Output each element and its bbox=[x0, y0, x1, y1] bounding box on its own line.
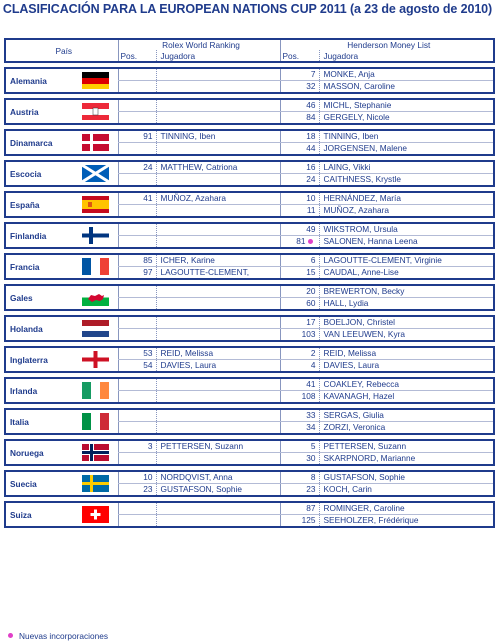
henderson-player: LAING, Vikki bbox=[319, 161, 494, 174]
henderson-position-value: 60 bbox=[306, 298, 316, 308]
wales-flag-icon bbox=[82, 289, 109, 306]
rolex-player: ICHER, Karine bbox=[156, 254, 280, 267]
rolex-player bbox=[156, 391, 280, 404]
henderson-position bbox=[280, 484, 319, 497]
country-name: Austria bbox=[5, 99, 77, 124]
header-row-top bbox=[5, 39, 494, 50]
henderson-player: LAGOUTTE-CLEMENT, Virginie bbox=[319, 254, 494, 267]
henderson-player: BREWERTON, Becky bbox=[319, 285, 494, 298]
rolex-position: 91 bbox=[118, 130, 156, 143]
rolex-player: NORDQVIST, Anna bbox=[156, 471, 280, 484]
henderson-player: MUÑOZ, Azahara bbox=[319, 205, 494, 218]
rolex-position bbox=[118, 68, 156, 81]
flag-cell bbox=[77, 316, 118, 341]
henderson-position-value: 81 bbox=[296, 236, 306, 246]
header-henderson: Henderson Money List bbox=[280, 39, 494, 50]
rolex-position bbox=[118, 391, 156, 404]
henderson-position bbox=[280, 391, 319, 404]
rolex-player bbox=[156, 298, 280, 311]
flag-cell bbox=[77, 347, 118, 372]
henderson-position-value: 15 bbox=[306, 267, 316, 277]
rolex-position bbox=[118, 205, 156, 218]
henderson-position bbox=[280, 347, 319, 360]
header-rolex-pos: Pos. bbox=[118, 50, 156, 62]
henderson-player: DAVIES, Laura bbox=[319, 360, 494, 373]
henderson-position-value: 41 bbox=[306, 379, 316, 389]
rolex-player bbox=[156, 99, 280, 112]
rolex-player: PETTERSEN, Suzann bbox=[156, 440, 280, 453]
header-henderson-pos: Pos. bbox=[280, 50, 319, 62]
henderson-position bbox=[280, 99, 319, 112]
italy-flag-icon bbox=[82, 413, 109, 430]
rolex-position bbox=[118, 329, 156, 342]
henderson-player: GUSTAFSON, Sophie bbox=[319, 471, 494, 484]
player-row bbox=[5, 68, 494, 81]
norway-flag-icon bbox=[82, 444, 109, 461]
henderson-position-value: 7 bbox=[310, 69, 316, 79]
henderson-player: MASSON, Caroline bbox=[319, 81, 494, 94]
header-country: País bbox=[5, 39, 118, 62]
henderson-position-value: 33 bbox=[306, 410, 316, 420]
rolex-player bbox=[156, 515, 280, 528]
player-row bbox=[5, 378, 494, 391]
country-name: Gales bbox=[5, 285, 77, 310]
country-name: Suecia bbox=[5, 471, 77, 496]
country-name: España bbox=[5, 192, 77, 217]
scotland-flag-icon bbox=[82, 165, 109, 182]
henderson-position-value: 4 bbox=[310, 360, 316, 370]
rolex-player bbox=[156, 112, 280, 125]
rolex-position: 24 bbox=[118, 161, 156, 174]
henderson-position bbox=[280, 205, 319, 218]
rolex-player bbox=[156, 205, 280, 218]
flag-cell bbox=[77, 68, 118, 93]
player-row bbox=[5, 347, 494, 360]
henderson-position bbox=[280, 236, 319, 249]
rolex-position bbox=[118, 316, 156, 329]
henderson-player: WIKSTROM, Ursula bbox=[319, 223, 494, 236]
henderson-position-value: 30 bbox=[306, 453, 316, 463]
new-entry-marker-icon bbox=[8, 633, 13, 638]
header-rolex-player: Jugadora bbox=[156, 50, 280, 62]
france-flag-icon bbox=[82, 258, 109, 275]
flag-cell bbox=[77, 130, 118, 155]
henderson-player: SERGAS, Giulia bbox=[319, 409, 494, 422]
henderson-position-value: 49 bbox=[306, 224, 316, 234]
henderson-player: KOCH, Carin bbox=[319, 484, 494, 497]
henderson-position-value: 103 bbox=[301, 329, 316, 339]
country-name: Irlanda bbox=[5, 378, 77, 403]
rolex-player: GUSTAFSON, Sophie bbox=[156, 484, 280, 497]
henderson-position bbox=[280, 81, 319, 94]
flag-cell bbox=[77, 223, 118, 248]
new-entry-marker-icon bbox=[308, 239, 313, 244]
henderson-player: GERGELY, Nicole bbox=[319, 112, 494, 125]
rolex-position: 3 bbox=[118, 440, 156, 453]
henderson-player: COAKLEY, Rebecca bbox=[319, 378, 494, 391]
henderson-position bbox=[280, 502, 319, 515]
denmark-flag-icon bbox=[82, 134, 109, 151]
rolex-position bbox=[118, 515, 156, 528]
flag-cell bbox=[77, 192, 118, 217]
rolex-player bbox=[156, 502, 280, 515]
henderson-position bbox=[280, 143, 319, 156]
henderson-player: REID, Melissa bbox=[319, 347, 494, 360]
henderson-position-value: 108 bbox=[301, 391, 316, 401]
rolex-player bbox=[156, 422, 280, 435]
henderson-position-value: 6 bbox=[310, 255, 316, 265]
flag-cell bbox=[77, 161, 118, 186]
player-row bbox=[5, 440, 494, 453]
henderson-position-value: 2 bbox=[310, 348, 316, 358]
henderson-position-value: 23 bbox=[306, 484, 316, 494]
henderson-player: CAITHNESS, Krystle bbox=[319, 174, 494, 187]
henderson-position-value: 17 bbox=[306, 317, 316, 327]
rolex-player bbox=[156, 378, 280, 391]
henderson-player: SEEHOLZER, Frédérique bbox=[319, 515, 494, 528]
flag-cell bbox=[77, 285, 118, 310]
rolex-position bbox=[118, 143, 156, 156]
henderson-position-value: 10 bbox=[306, 193, 316, 203]
rolex-position: 54 bbox=[118, 360, 156, 373]
header-henderson-player: Jugadora bbox=[319, 50, 494, 62]
flag-cell bbox=[77, 502, 118, 527]
henderson-position bbox=[280, 161, 319, 174]
player-row bbox=[5, 409, 494, 422]
henderson-player: SALONEN, Hanna Leena bbox=[319, 236, 494, 249]
henderson-position bbox=[280, 254, 319, 267]
flag-cell bbox=[77, 99, 118, 124]
rolex-player: MUÑOZ, Azahara bbox=[156, 192, 280, 205]
rolex-position: 97 bbox=[118, 267, 156, 280]
rolex-player bbox=[156, 453, 280, 466]
henderson-position-value: 34 bbox=[306, 422, 316, 432]
player-row bbox=[5, 502, 494, 515]
rolex-player bbox=[156, 143, 280, 156]
henderson-position bbox=[280, 453, 319, 466]
rolex-position bbox=[118, 502, 156, 515]
rolex-player bbox=[156, 223, 280, 236]
henderson-player: HERNÁNDEZ, María bbox=[319, 192, 494, 205]
rolex-position bbox=[118, 409, 156, 422]
rolex-position bbox=[118, 223, 156, 236]
legend bbox=[8, 631, 108, 641]
henderson-position bbox=[280, 329, 319, 342]
player-row bbox=[5, 130, 494, 143]
flag-cell bbox=[77, 440, 118, 465]
rolex-player: DAVIES, Laura bbox=[156, 360, 280, 373]
rolex-player bbox=[156, 267, 280, 280]
henderson-position bbox=[280, 360, 319, 373]
country-name: Inglaterra bbox=[5, 347, 77, 372]
henderson-position-value: 32 bbox=[306, 81, 316, 91]
henderson-position bbox=[280, 298, 319, 311]
henderson-player: TINNING, Iben bbox=[319, 130, 494, 143]
henderson-position-value: 16 bbox=[306, 162, 316, 172]
player-row bbox=[5, 192, 494, 205]
henderson-position-value: 24 bbox=[306, 174, 316, 184]
henderson-position-value: 46 bbox=[306, 100, 316, 110]
country-name: Holanda bbox=[5, 316, 77, 341]
switzerland-flag-icon bbox=[82, 506, 109, 523]
henderson-position bbox=[280, 267, 319, 280]
henderson-player: ROMINGER, Caroline bbox=[319, 502, 494, 515]
henderson-position bbox=[280, 440, 319, 453]
rolex-player: REID, Melissa bbox=[156, 347, 280, 360]
flag-cell bbox=[77, 471, 118, 496]
player-row bbox=[5, 223, 494, 236]
henderson-position-value: 44 bbox=[306, 143, 316, 153]
player-row bbox=[5, 254, 494, 267]
henderson-position-value: 11 bbox=[306, 205, 316, 215]
country-name: Dinamarca bbox=[5, 130, 77, 155]
henderson-player: BOELJON, Christel bbox=[319, 316, 494, 329]
rolex-player bbox=[156, 316, 280, 329]
country-name: Suiza bbox=[5, 502, 77, 527]
rolex-player: TINNING, Iben bbox=[156, 130, 280, 143]
ranking-table bbox=[4, 38, 495, 528]
henderson-position-value: 8 bbox=[310, 472, 316, 482]
legend-text: Nuevas incorporaciones bbox=[19, 631, 109, 641]
henderson-player: KAVANAGH, Hazel bbox=[319, 391, 494, 404]
flag-cell bbox=[77, 254, 118, 279]
ireland-flag-icon bbox=[82, 382, 109, 399]
player-row bbox=[5, 285, 494, 298]
player-row bbox=[5, 99, 494, 112]
henderson-position bbox=[280, 471, 319, 484]
henderson-position-value: 87 bbox=[306, 503, 316, 513]
player-row bbox=[5, 316, 494, 329]
henderson-player: JORGENSEN, Malene bbox=[319, 143, 494, 156]
rolex-position bbox=[118, 378, 156, 391]
rolex-player bbox=[156, 81, 280, 94]
henderson-player: VAN LEEUWEN, Kyra bbox=[319, 329, 494, 342]
rolex-player bbox=[156, 68, 280, 81]
england-flag-icon bbox=[82, 351, 109, 368]
rolex-player bbox=[156, 174, 280, 187]
rolex-position bbox=[118, 112, 156, 125]
henderson-position bbox=[280, 285, 319, 298]
germany-flag-icon bbox=[82, 72, 109, 89]
rolex-position bbox=[118, 81, 156, 94]
country-name: Escocia bbox=[5, 161, 77, 186]
country-name: Alemania bbox=[5, 68, 77, 93]
rolex-player-name: LAGOUTTE-CLEMENT, bbox=[160, 267, 250, 277]
rolex-position: 23 bbox=[118, 484, 156, 497]
spain-flag-icon bbox=[82, 196, 109, 213]
henderson-player: MONKE, Anja bbox=[319, 68, 494, 81]
netherlands-flag-icon bbox=[82, 320, 109, 337]
rolex-position: 41 bbox=[118, 192, 156, 205]
henderson-player: HALL, Lydia bbox=[319, 298, 494, 311]
flag-cell bbox=[77, 378, 118, 403]
country-name: Italia bbox=[5, 409, 77, 434]
henderson-player: SKARPNORD, Marianne bbox=[319, 453, 494, 466]
rolex-position bbox=[118, 298, 156, 311]
henderson-position bbox=[280, 422, 319, 435]
rolex-position bbox=[118, 285, 156, 298]
rolex-position bbox=[118, 453, 156, 466]
henderson-position bbox=[280, 223, 319, 236]
page-title: CLASIFICACIÓN PARA LA EUROPEAN NATIONS CUP 2011 (a 23 de agosto de 2010) bbox=[2, 2, 493, 16]
flag-cell bbox=[77, 409, 118, 434]
henderson-position bbox=[280, 112, 319, 125]
finland-flag-icon bbox=[82, 227, 109, 244]
henderson-position-value: 125 bbox=[301, 515, 316, 525]
henderson-player: CAUDAL, Anne-Lise bbox=[319, 267, 494, 280]
henderson-player: PETTERSEN, Suzann bbox=[319, 440, 494, 453]
henderson-position bbox=[280, 174, 319, 187]
henderson-position bbox=[280, 515, 319, 528]
henderson-position bbox=[280, 316, 319, 329]
henderson-position bbox=[280, 378, 319, 391]
henderson-position bbox=[280, 130, 319, 143]
henderson-position-value: 20 bbox=[306, 286, 316, 296]
player-row bbox=[5, 471, 494, 484]
rolex-player bbox=[156, 329, 280, 342]
henderson-position-value: 18 bbox=[306, 131, 316, 141]
rolex-position bbox=[118, 422, 156, 435]
henderson-position bbox=[280, 409, 319, 422]
country-name: Finlandia bbox=[5, 223, 77, 248]
henderson-position-value: 84 bbox=[306, 112, 316, 122]
sweden-flag-icon bbox=[82, 475, 109, 492]
rolex-player: MATTHEW, Catriona bbox=[156, 161, 280, 174]
player-row bbox=[5, 161, 494, 174]
rolex-position: 85 bbox=[118, 254, 156, 267]
henderson-position bbox=[280, 68, 319, 81]
rolex-position: 10 bbox=[118, 471, 156, 484]
rolex-position bbox=[118, 236, 156, 249]
header-rolex: Rolex World Ranking bbox=[118, 39, 280, 50]
rolex-position: 53 bbox=[118, 347, 156, 360]
henderson-player: MICHL, Stephanie bbox=[319, 99, 494, 112]
rolex-position bbox=[118, 99, 156, 112]
henderson-position bbox=[280, 192, 319, 205]
rolex-player bbox=[156, 409, 280, 422]
rolex-player bbox=[156, 236, 280, 249]
rolex-position bbox=[118, 174, 156, 187]
henderson-position-value: 5 bbox=[310, 441, 316, 451]
country-name: Francia bbox=[5, 254, 77, 279]
henderson-player: ZORZI, Veronica bbox=[319, 422, 494, 435]
rolex-player bbox=[156, 285, 280, 298]
austria-flag-icon bbox=[82, 103, 109, 120]
country-name: Noruega bbox=[5, 440, 77, 465]
